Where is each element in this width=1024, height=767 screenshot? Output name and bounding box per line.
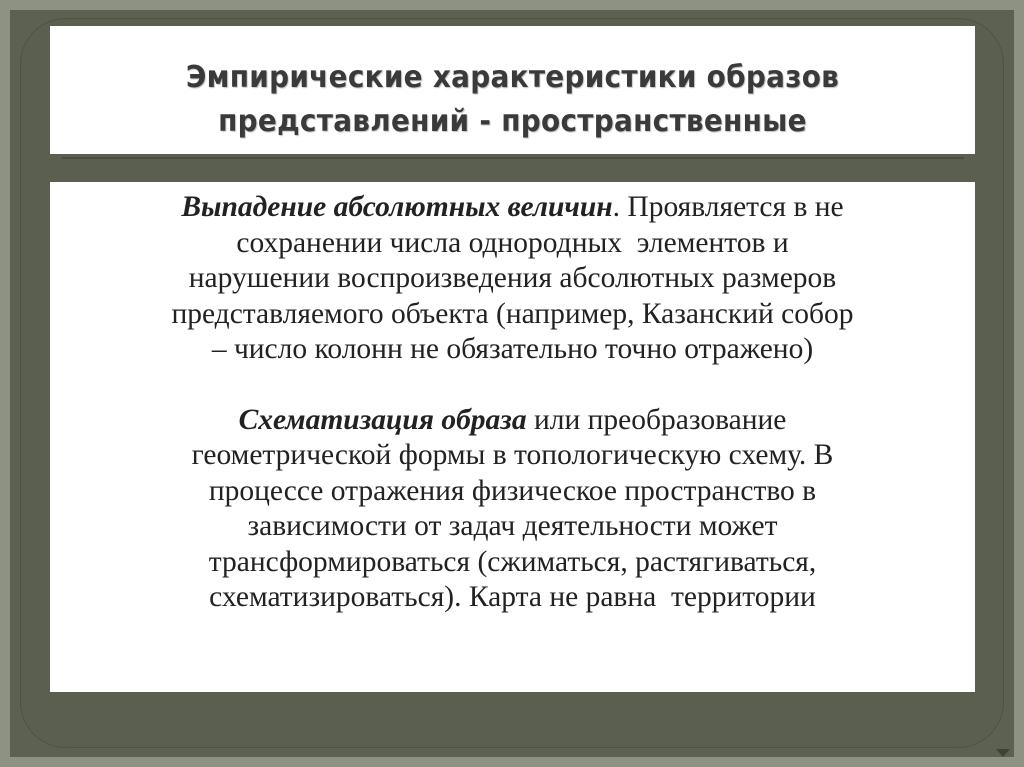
- paragraph-1: [50, 190, 975, 368]
- paragraph-1-line-4: представляемого объекта (например, Казанский собор: [171, 297, 854, 330]
- paragraph-2-line-6: схематизироваться). Карта не равна территории: [209, 581, 816, 613]
- content-box: [50, 182, 975, 692]
- title-line-2: представлений - пространственные: [218, 104, 807, 139]
- title-line-1: Эмпирические характеристики образов: [185, 60, 840, 95]
- paragraph-2-line-1-rest: или преобразование: [526, 403, 787, 436]
- slide-title: [82, 56, 942, 144]
- content-text: [50, 190, 975, 616]
- title-box: [50, 26, 975, 154]
- paragraph-1-line-2: сохранении числа однородных элементов и: [236, 226, 789, 259]
- term-schematization: Схематизация образа: [238, 403, 527, 436]
- paragraph-1-line-5: – число колонн не обязательно точно отражено): [211, 333, 814, 365]
- title-divider: [62, 157, 964, 159]
- paragraph-2-line-3: процессе отражения физическое пространство в: [208, 474, 817, 507]
- paragraph-1-line-1: [50, 190, 975, 226]
- paragraph-2-line-1: [50, 403, 975, 439]
- paragraph-1-line-1-rest: . Проявляется в не: [612, 191, 844, 223]
- paragraph-2-line-5: трансформироваться (сжиматься, растягиваться,: [208, 545, 817, 578]
- paragraph-2: [50, 403, 975, 616]
- term-absolute-values: Выпадение абсолютных величин: [181, 191, 613, 223]
- next-slide-arrow-icon[interactable]: [996, 749, 1010, 757]
- paragraph-2-line-4: зависимости от задач деятельности может: [247, 510, 778, 542]
- paragraph-1-line-3: нарушении воспроизведения абсолютных размеров: [188, 262, 837, 294]
- paragraph-2-line-2: геометрической формы в топологическую схему. В: [191, 439, 834, 471]
- paragraph-gap: [50, 368, 975, 403]
